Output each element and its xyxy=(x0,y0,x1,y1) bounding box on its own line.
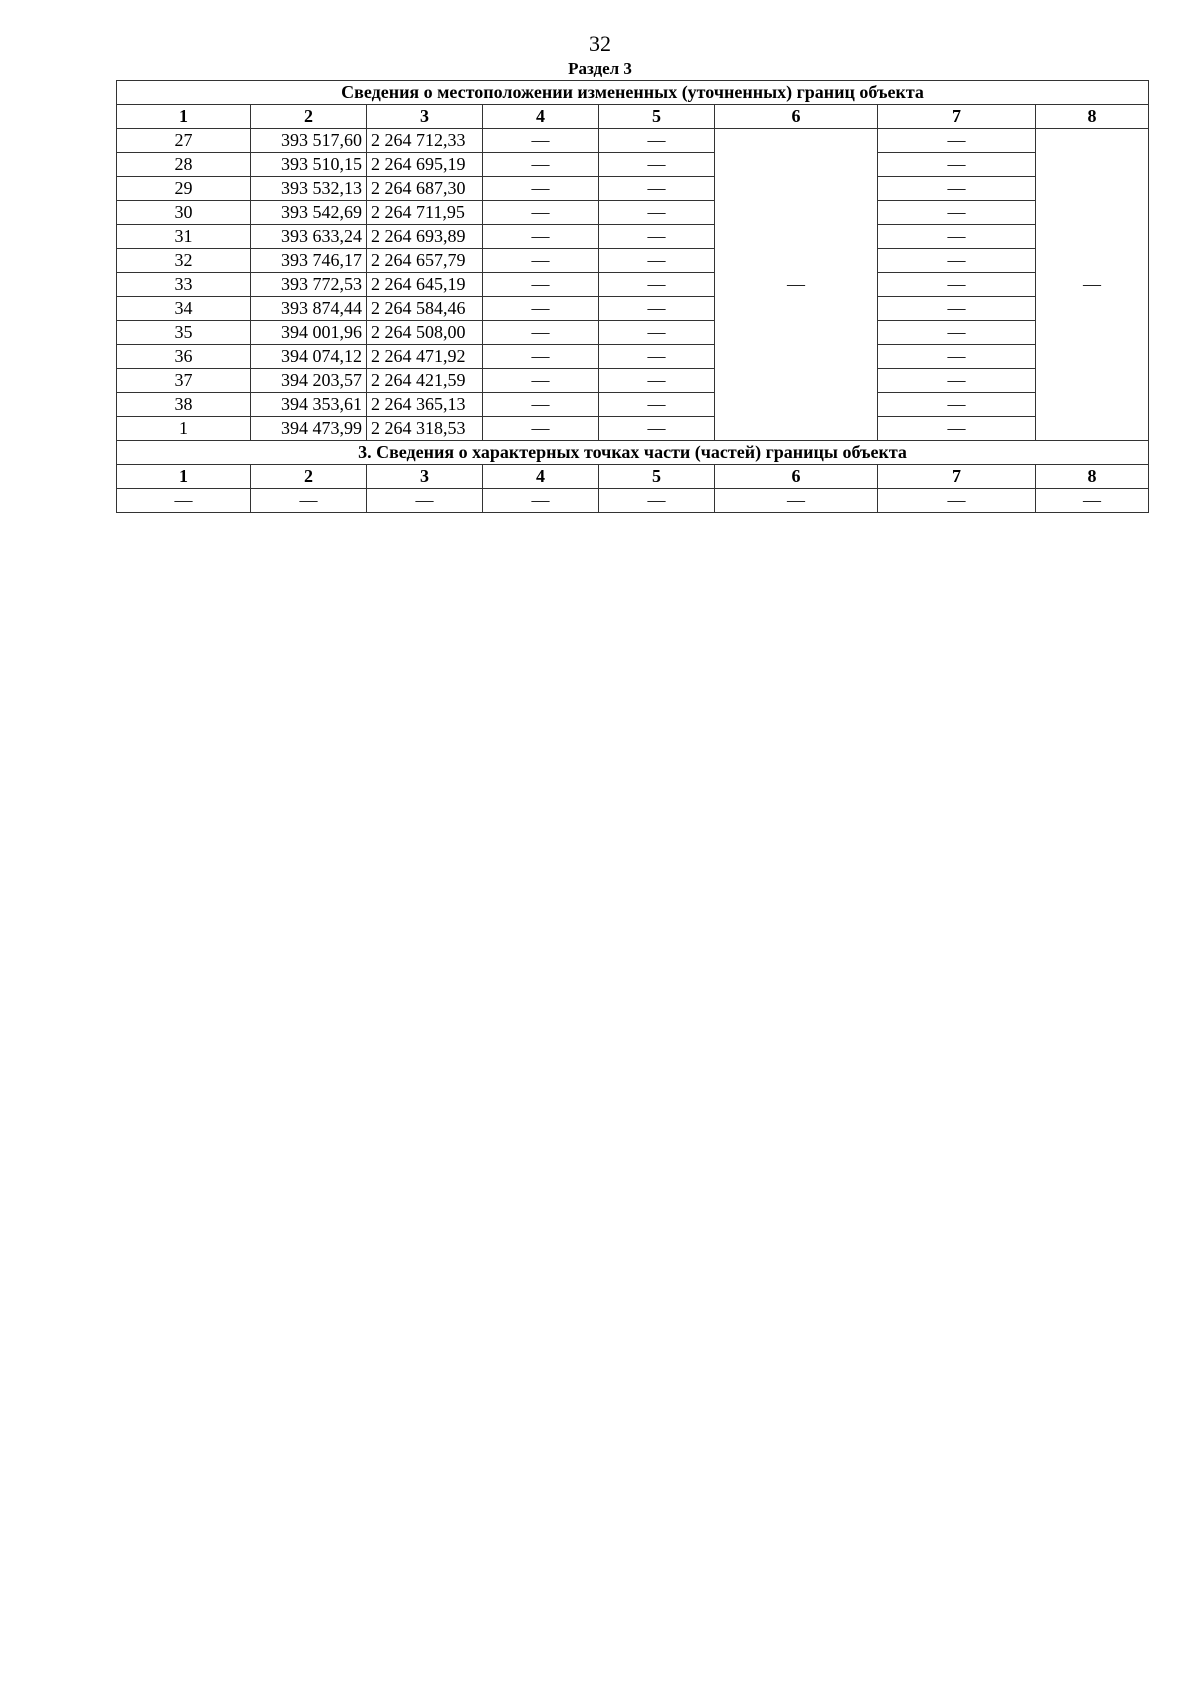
boundary-table xyxy=(116,80,1149,513)
subtable-title-row xyxy=(117,441,1149,465)
subtable-cell: — xyxy=(367,489,483,513)
column-4-cell: — xyxy=(483,273,599,297)
point-number-cell: 30 xyxy=(117,201,251,225)
x-coordinate-cell: 394 074,12 xyxy=(251,345,367,369)
column-4-cell: — xyxy=(483,153,599,177)
y-coordinate-cell: 2 264 508,00 xyxy=(367,321,483,345)
page-number: 32 xyxy=(589,31,611,56)
point-number-cell: 31 xyxy=(117,225,251,249)
y-coordinate-cell: 2 264 421,59 xyxy=(367,369,483,393)
x-coordinate-cell: 394 353,61 xyxy=(251,393,367,417)
table-row xyxy=(117,225,1149,249)
column-4-cell: — xyxy=(483,177,599,201)
column-5-cell: — xyxy=(599,321,715,345)
point-number-cell: 1 xyxy=(117,417,251,441)
table-row xyxy=(117,417,1149,441)
y-coordinate-cell: 2 264 711,95 xyxy=(367,201,483,225)
point-number-cell: 38 xyxy=(117,393,251,417)
table-row xyxy=(117,129,1149,153)
column-header: 3 xyxy=(367,105,483,129)
column-header: 1 xyxy=(117,105,251,129)
y-coordinate-cell: 2 264 365,13 xyxy=(367,393,483,417)
point-number-cell: 33 xyxy=(117,273,251,297)
subtable-cell: — xyxy=(117,489,251,513)
y-coordinate-cell: 2 264 693,89 xyxy=(367,225,483,249)
x-coordinate-cell: 394 203,57 xyxy=(251,369,367,393)
point-number-cell: 27 xyxy=(117,129,251,153)
column-5-cell: — xyxy=(599,153,715,177)
y-coordinate-cell: 2 264 584,46 xyxy=(367,297,483,321)
y-coordinate-cell: 2 264 645,19 xyxy=(367,273,483,297)
y-coordinate-cell: 2 264 695,19 xyxy=(367,153,483,177)
table-row xyxy=(117,273,1149,297)
x-coordinate-cell: 393 874,44 xyxy=(251,297,367,321)
column-7-cell: — xyxy=(878,153,1036,177)
y-coordinate-cell: 2 264 657,79 xyxy=(367,249,483,273)
column-header: 8 xyxy=(1036,105,1149,129)
point-number-cell: 37 xyxy=(117,369,251,393)
column-4-cell: — xyxy=(483,225,599,249)
subtable-row xyxy=(117,489,1149,513)
column-5-cell: — xyxy=(599,225,715,249)
table-row xyxy=(117,177,1149,201)
column-4-cell: — xyxy=(483,129,599,153)
x-coordinate-cell: 393 532,13 xyxy=(251,177,367,201)
column-6-merged-cell: — xyxy=(715,129,878,441)
subtable-column-header: 1 xyxy=(117,465,251,489)
column-5-cell: — xyxy=(599,201,715,225)
point-number-cell: 35 xyxy=(117,321,251,345)
column-7-cell: — xyxy=(878,417,1036,441)
column-7-cell: — xyxy=(878,369,1036,393)
column-7-cell: — xyxy=(878,177,1036,201)
subtable-column-header: 6 xyxy=(715,465,878,489)
column-4-cell: — xyxy=(483,369,599,393)
column-5-cell: — xyxy=(599,345,715,369)
x-coordinate-cell: 393 510,15 xyxy=(251,153,367,177)
subtable-cell: — xyxy=(1036,489,1149,513)
table-row xyxy=(117,393,1149,417)
column-5-cell: — xyxy=(599,177,715,201)
column-7-cell: — xyxy=(878,225,1036,249)
point-number-cell: 36 xyxy=(117,345,251,369)
header-row xyxy=(117,105,1149,129)
subtable-column-header: 3 xyxy=(367,465,483,489)
column-header: 6 xyxy=(715,105,878,129)
y-coordinate-cell: 2 264 712,33 xyxy=(367,129,483,153)
x-coordinate-cell: 393 542,69 xyxy=(251,201,367,225)
x-coordinate-cell: 393 772,53 xyxy=(251,273,367,297)
column-header: 4 xyxy=(483,105,599,129)
table-row xyxy=(117,153,1149,177)
table-row xyxy=(117,249,1149,273)
column-7-cell: — xyxy=(878,273,1036,297)
y-coordinate-cell: 2 264 318,53 xyxy=(367,417,483,441)
subtable-column-header: 2 xyxy=(251,465,367,489)
table-row xyxy=(117,297,1149,321)
column-8-merged-cell: — xyxy=(1036,129,1149,441)
column-4-cell: — xyxy=(483,297,599,321)
y-coordinate-cell: 2 264 471,92 xyxy=(367,345,483,369)
column-header: 5 xyxy=(599,105,715,129)
x-coordinate-cell: 394 001,96 xyxy=(251,321,367,345)
column-5-cell: — xyxy=(599,393,715,417)
table-row xyxy=(117,369,1149,393)
x-coordinate-cell: 394 473,99 xyxy=(251,417,367,441)
column-5-cell: — xyxy=(599,273,715,297)
point-number-cell: 29 xyxy=(117,177,251,201)
column-5-cell: — xyxy=(599,369,715,393)
column-7-cell: — xyxy=(878,249,1036,273)
column-7-cell: — xyxy=(878,129,1036,153)
column-7-cell: — xyxy=(878,393,1036,417)
table-row xyxy=(117,321,1149,345)
subtable-header-row xyxy=(117,465,1149,489)
column-4-cell: — xyxy=(483,321,599,345)
column-5-cell: — xyxy=(599,129,715,153)
subtable-column-header: 5 xyxy=(599,465,715,489)
subtable-cell: — xyxy=(483,489,599,513)
column-header: 7 xyxy=(878,105,1036,129)
column-5-cell: — xyxy=(599,249,715,273)
column-5-cell: — xyxy=(599,297,715,321)
subtable-title: 3. Сведения о характерных точках части (частей) границы объекта xyxy=(117,441,1149,465)
subtable-cell: — xyxy=(599,489,715,513)
column-7-cell: — xyxy=(878,345,1036,369)
column-4-cell: — xyxy=(483,393,599,417)
subtable-cell: — xyxy=(715,489,878,513)
column-4-cell: — xyxy=(483,201,599,225)
column-header: 2 xyxy=(251,105,367,129)
column-4-cell: — xyxy=(483,249,599,273)
table-title: Сведения о местоположении измененных (уточненных) границ объекта xyxy=(117,81,1149,105)
section-title: Раздел 3 xyxy=(568,59,632,78)
column-4-cell: — xyxy=(483,345,599,369)
x-coordinate-cell: 393 633,24 xyxy=(251,225,367,249)
column-7-cell: — xyxy=(878,321,1036,345)
point-number-cell: 32 xyxy=(117,249,251,273)
subtable-column-header: 4 xyxy=(483,465,599,489)
subtable-column-header: 7 xyxy=(878,465,1036,489)
table-row xyxy=(117,345,1149,369)
y-coordinate-cell: 2 264 687,30 xyxy=(367,177,483,201)
subtable-cell: — xyxy=(251,489,367,513)
x-coordinate-cell: 393 746,17 xyxy=(251,249,367,273)
column-7-cell: — xyxy=(878,297,1036,321)
point-number-cell: 28 xyxy=(117,153,251,177)
x-coordinate-cell: 393 517,60 xyxy=(251,129,367,153)
point-number-cell: 34 xyxy=(117,297,251,321)
column-7-cell: — xyxy=(878,201,1036,225)
table-body xyxy=(117,81,1149,513)
table-title-row xyxy=(117,81,1149,105)
table-row xyxy=(117,201,1149,225)
subtable-cell: — xyxy=(878,489,1036,513)
column-4-cell: — xyxy=(483,417,599,441)
column-5-cell: — xyxy=(599,417,715,441)
subtable-column-header: 8 xyxy=(1036,465,1149,489)
